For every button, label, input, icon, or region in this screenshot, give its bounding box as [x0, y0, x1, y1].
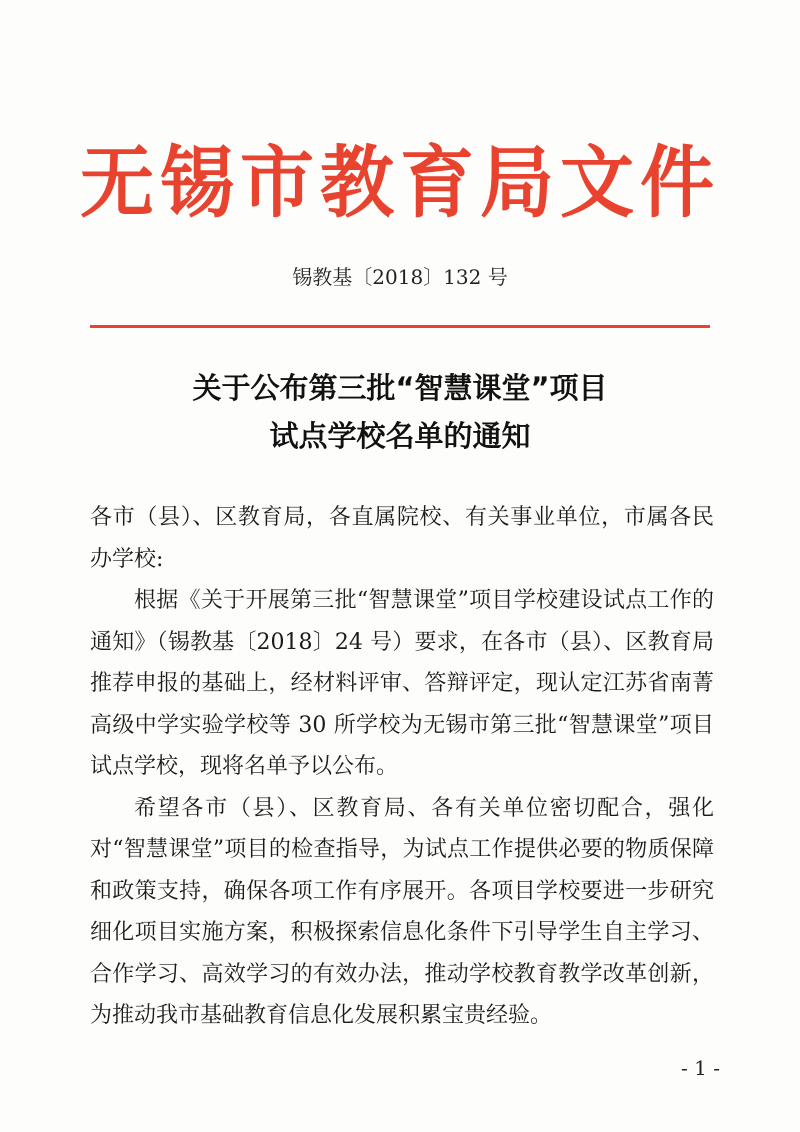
- salutation: 各市（县）、区教育局，各直属院校、有关事业单位，市属各民办学校:: [90, 505, 714, 572]
- document-number: 锡教基〔2018〕132 号: [292, 265, 508, 289]
- page-number: - 1 -: [681, 1056, 720, 1080]
- notice-title: [0, 364, 800, 460]
- body-paragraph-1: 根据《关于开展第三批“智慧课堂”项目学校建设试点工作的通知》（锡教基〔2018〕24 号）要求，在各市（县）、区教育局推荐申报的基础上，经材料评审、答辩评定，现认定江苏省南菁高级中学实验学校等 30 所学校为无锡市第三批“智慧课堂”项目试点学校，现将名单予以公布。: [90, 588, 714, 779]
- notice-title-line-1: 关于公布第三批“智慧课堂”项目: [192, 371, 608, 405]
- notice-body: [90, 497, 714, 1037]
- body-paragraph-2: 希望各市（县）、区教育局、各有关单位密切配合，强化对“智慧课堂”项目的检查指导，为试点工作提供必要的物质保障和政策支持，确保各项工作有序展开。各项目学校要进一步研究细化项目实施方案，积极探索信息化条件下引导学生自主学习、合作学习、高效学习的有效办法，推动学校教育教学改革创新，为推动我市基础教育信息化发展积累宝贵经验。: [90, 795, 714, 1028]
- notice-title-line-2: 试点学校名单的通知: [269, 419, 531, 453]
- masthead-title: 无锡市教育局文件: [80, 137, 720, 229]
- red-divider-line: [90, 325, 710, 328]
